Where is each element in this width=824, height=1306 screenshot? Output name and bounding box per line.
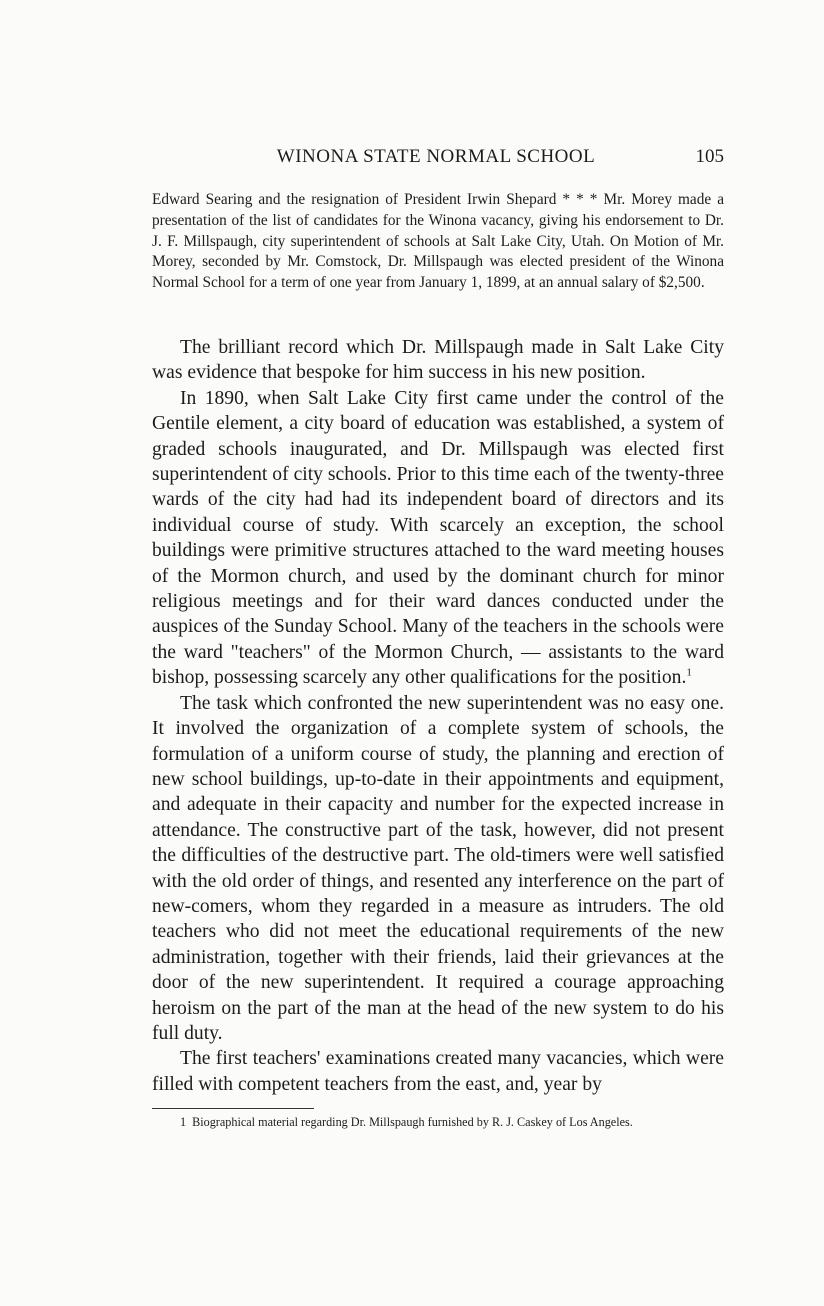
footnote-divider: [152, 1108, 314, 1109]
running-head-title: WINONA STATE NORMAL SCHOOL: [276, 146, 596, 167]
paragraph-text: In 1890, when Salt Lake City first came under the control of the Gentile element, a city board of education was established, a system of graded schools inaugurated, and Dr. Millspaugh was elected first superintendent of city schools. Prior to this time each of the twenty-three wards of the city had had its independent board of directors and its individual course of study. With scarcely an exception, the school buildings were primitive structures attached to the ward meeting houses of the Mormon church, and used by the dominant church for minor religious meetings and for their ward dances conducted under the auspices of the Sunday School. Many of the teachers in the schools were the ward "teachers" of the Mormon Church, — assistants to the ward bishop, possessing scarcely any other qualifications for the position.: [152, 387, 724, 689]
paragraph: The first teachers' examinations created many vacancies, which were filled with competent teachers from the east, and, year by: [152, 1048, 724, 1095]
footnote-reference: 1: [686, 666, 692, 679]
quoted-minutes: Edward Searing and the resignation of President Irwin Shepard * * * Mr. Morey made a presentation of the list of candidates for the Winona vacancy, giving his endorsement to Dr. J. F. Millspaugh, city superintendent of schools at Salt Lake City, Utah. On Motion of Mr. Morey, seconded by Mr. Comstock, Dr. Millspaugh was elected president of the Winona Normal School for a term of one year from January 1, 1899, at an annual salary of $2,500.: [152, 191, 724, 292]
footnote: [152, 1114, 724, 1130]
footnote-number: 1: [180, 1115, 187, 1129]
running-head: [148, 146, 724, 174]
page-number: 105: [695, 146, 724, 167]
paragraph: The task which confronted the new superintendent was no easy one. It involved the organization of a complete system of schools, the formulation of a uniform course of study, the planning and erection of new school buildings, up-to-date in their appointments and equipment, and adequate in their capacity and number for the expected increase in attendance. The constructive part of the task, however, did not present the difficulties of the destructive part. The old-timers were well satisfied with the old order of things, and resented any interference on the part of new-comers, whom they regarded in a measure as intruders. The old teachers who did not meet the educational requirements of the new administration, together with their friends, laid their grievances at the door of the new superintendent. It required a courage approaching heroism on the part of the man at the head of the new system to do his full duty.: [152, 692, 724, 1044]
body-text: [152, 335, 724, 1097]
footnote-text: Biographical material regarding Dr. Millspaugh furnished by R. J. Caskey of Los Angeles.: [192, 1115, 633, 1129]
paragraph: [152, 386, 724, 691]
paragraph: The brilliant record which Dr. Millspaugh made in Salt Lake City was evidence that bespoke for him success in his new position.: [152, 337, 724, 384]
